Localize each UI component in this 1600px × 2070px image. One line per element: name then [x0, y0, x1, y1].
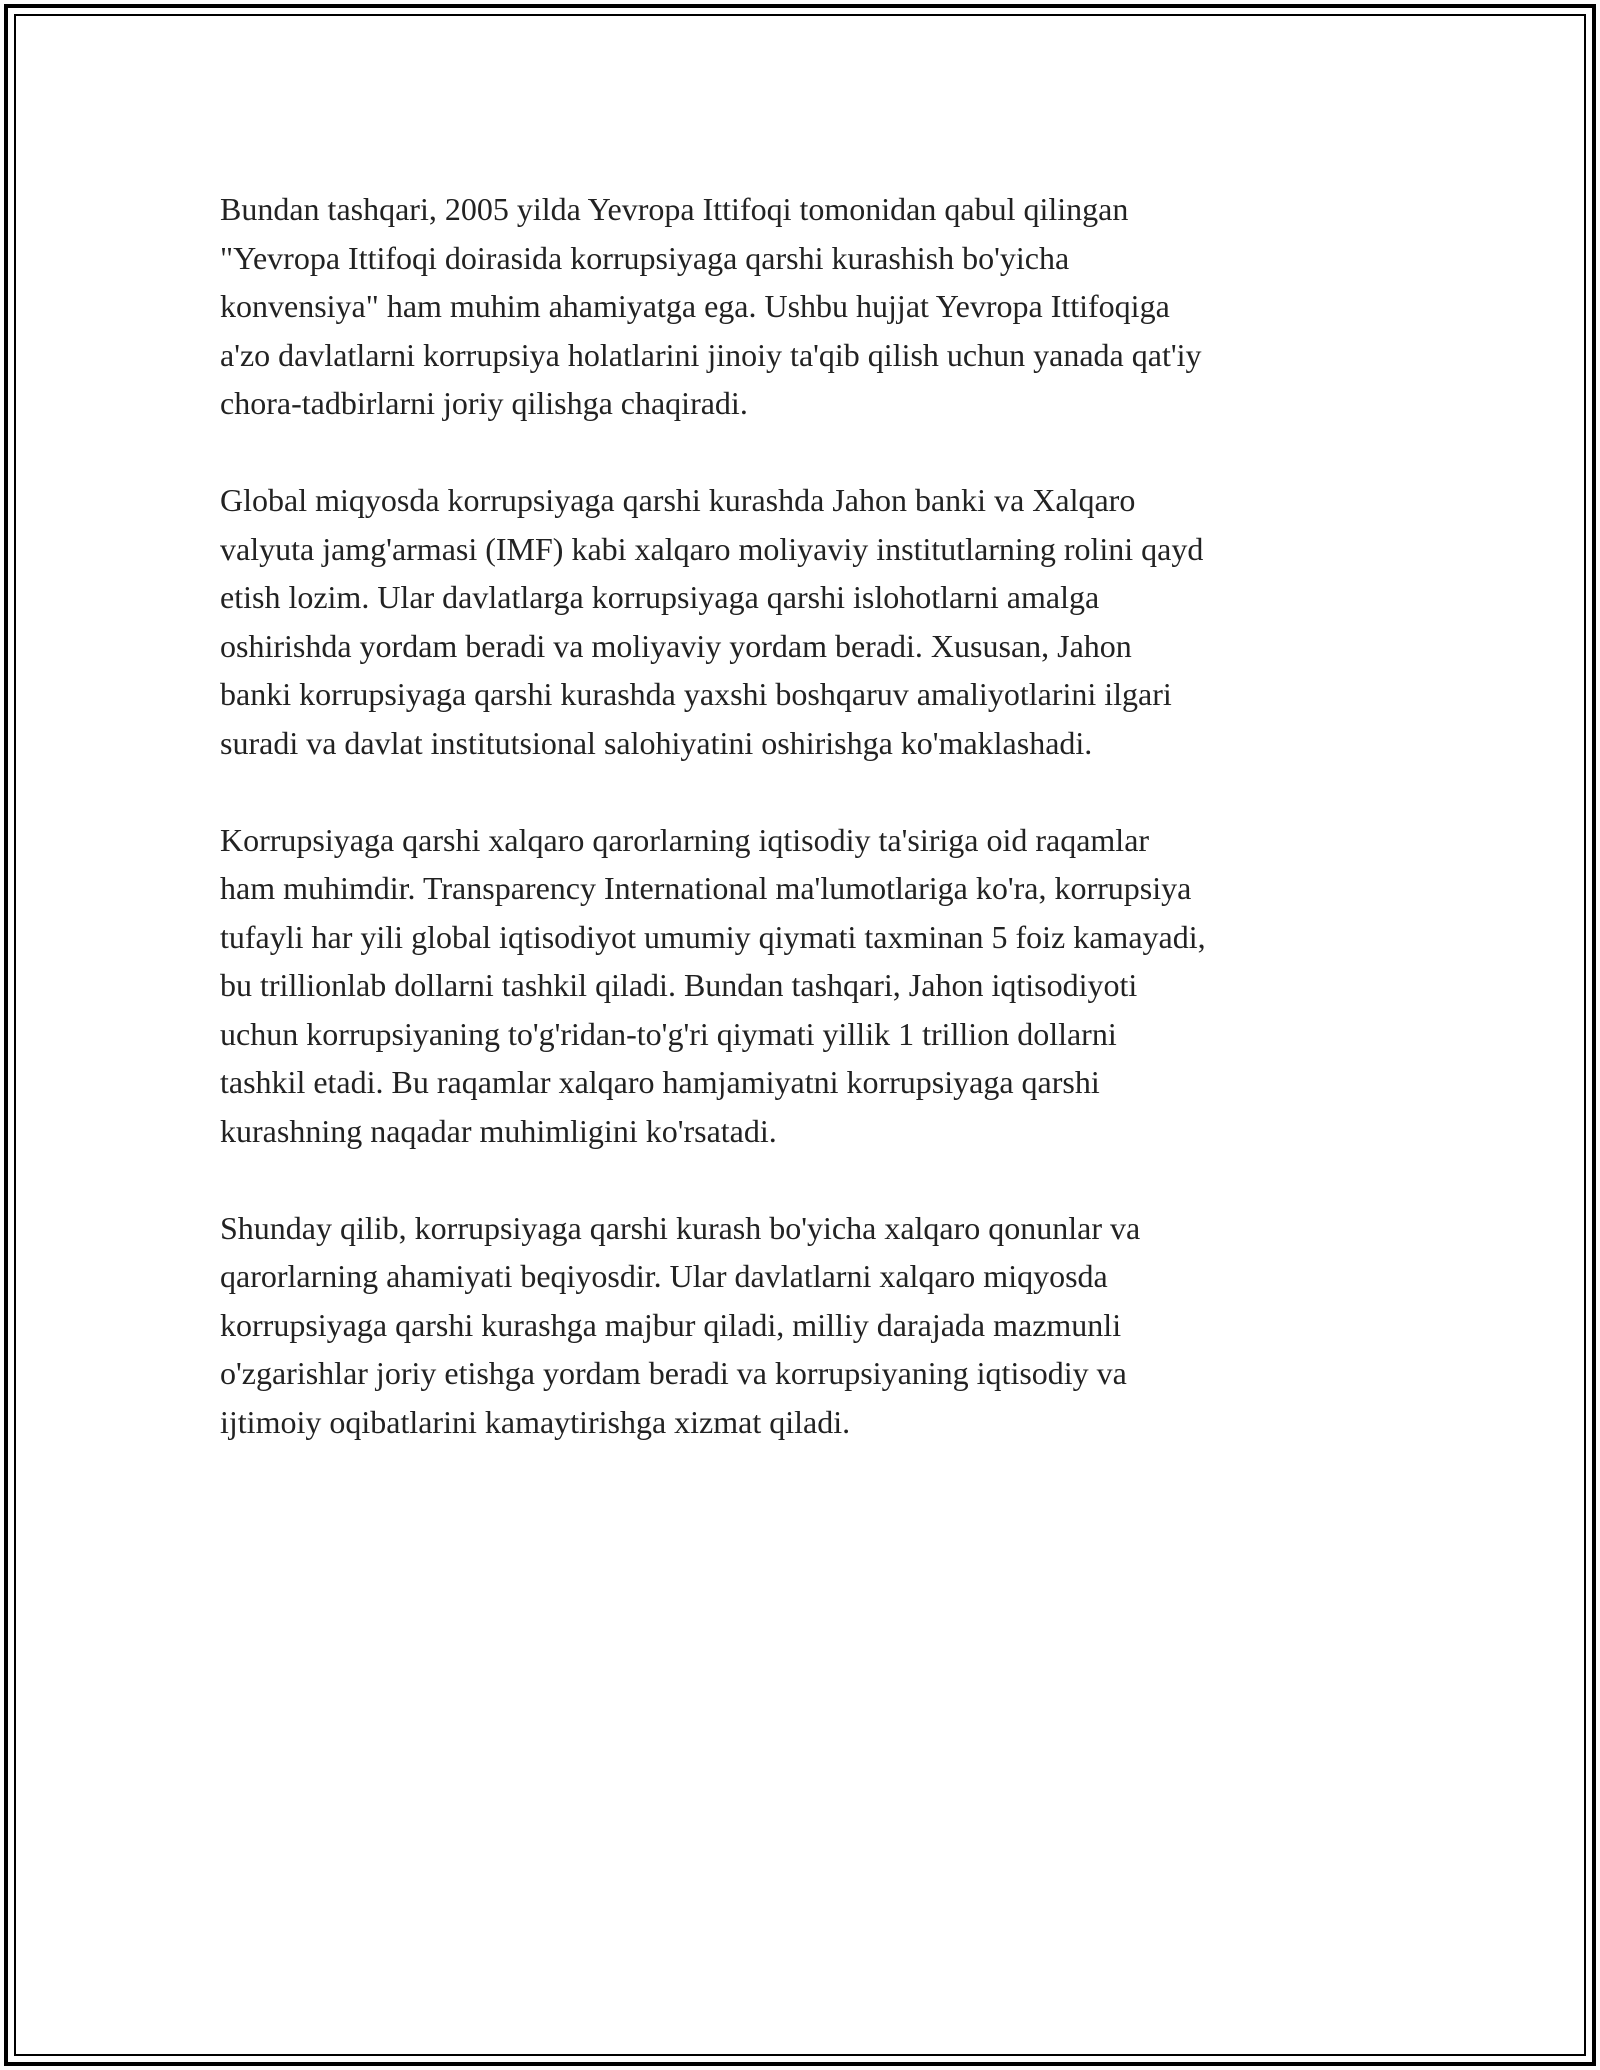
- text-line: ijtimoiy oqibatlarini kamaytirishga xizmat qiladi.: [220, 1403, 851, 1440]
- text-line: valyuta jamg'armasi (IMF) kabi xalqaro moliyaviy institutlarning rolini qayd: [220, 530, 1204, 567]
- paragraph-1: [220, 185, 1370, 428]
- text-line: Global miqyosda korrupsiyaga qarshi kurashda Jahon banki va Xalqaro: [220, 482, 1136, 518]
- text-line: tashkil etadi. Bu raqamlar xalqaro hamjamiyatni korrupsiyaga qarshi: [220, 1064, 1100, 1100]
- text-line: qarorlarning ahamiyati beqiyosdir. Ular davlatlarni xalqaro miqyosda: [220, 1258, 1108, 1294]
- paragraph-4: [220, 1204, 1370, 1447]
- paragraph-3: [220, 816, 1370, 1156]
- text-line: ham muhimdir. Transparency International ma'lumotlariga ko'ra, korrupsiya: [220, 870, 1192, 906]
- text-line: banki korrupsiyaga qarshi kurashda yaxshi boshqaruv amaliyotlarini ilgari: [220, 676, 1172, 712]
- text-line: oshirishda yordam beradi va moliyaviy yordam beradi. Xususan, Jahon: [220, 627, 1132, 664]
- text-line: Korrupsiyaga qarshi xalqaro qarorlarning iqtisodiy ta'siriga oid raqamlar: [220, 821, 1150, 858]
- text-line: tufayli har yili global iqtisodiyot umumiy qiymati taxminan 5 foiz kamayadi,: [220, 918, 1206, 955]
- text-line: konvensiya" ham muhim ahamiyatga ega. Ushbu hujjat Yevropa Ittifoqiga: [220, 288, 1170, 324]
- text-line: a'zo davlatlarni korrupsiya holatlarini jinoiy ta'qib qilish uchun yanada qat'iy: [220, 336, 1202, 373]
- text-line: bu trillionlab dollarni tashkil qiladi. Bundan tashqari, Jahon iqtisodiyoti: [220, 967, 1138, 1003]
- text-line: chora-tadbirlarni joriy qilishga chaqiradi.: [220, 385, 748, 421]
- text-line: suradi va davlat institutsional salohiyatini oshirishga ko'maklashadi.: [220, 724, 1093, 761]
- text-line: "Yevropa Ittifoqi doirasida korrupsiyaga qarshi kurashish bo'yicha: [220, 239, 1070, 276]
- paragraph-2: [220, 476, 1370, 767]
- text-line: Shunday qilib, korrupsiyaga qarshi kurash bo'yicha xalqaro qonunlar va: [220, 1209, 1141, 1246]
- text-line: uchun korrupsiyaning to'g'ridan-to'g'ri qiymati yillik 1 trillion dollarni: [220, 1015, 1117, 1052]
- text-line: korrupsiyaga qarshi kurashga majbur qiladi, milliy darajada mazmunli: [220, 1306, 1122, 1343]
- document-body: [220, 185, 1370, 1495]
- text-line: o'zgarishlar joriy etishga yordam beradi va korrupsiyaning iqtisodiy va: [220, 1355, 1127, 1391]
- text-line: kurashning naqadar muhimligini ko'rsatadi.: [220, 1112, 777, 1149]
- text-line: Bundan tashqari, 2005 yilda Yevropa Ittifoqi tomonidan qabul qilingan: [220, 191, 1129, 227]
- text-line: etish lozim. Ular davlatlarga korrupsiyaga qarshi islohotlarni amalga: [220, 579, 1100, 615]
